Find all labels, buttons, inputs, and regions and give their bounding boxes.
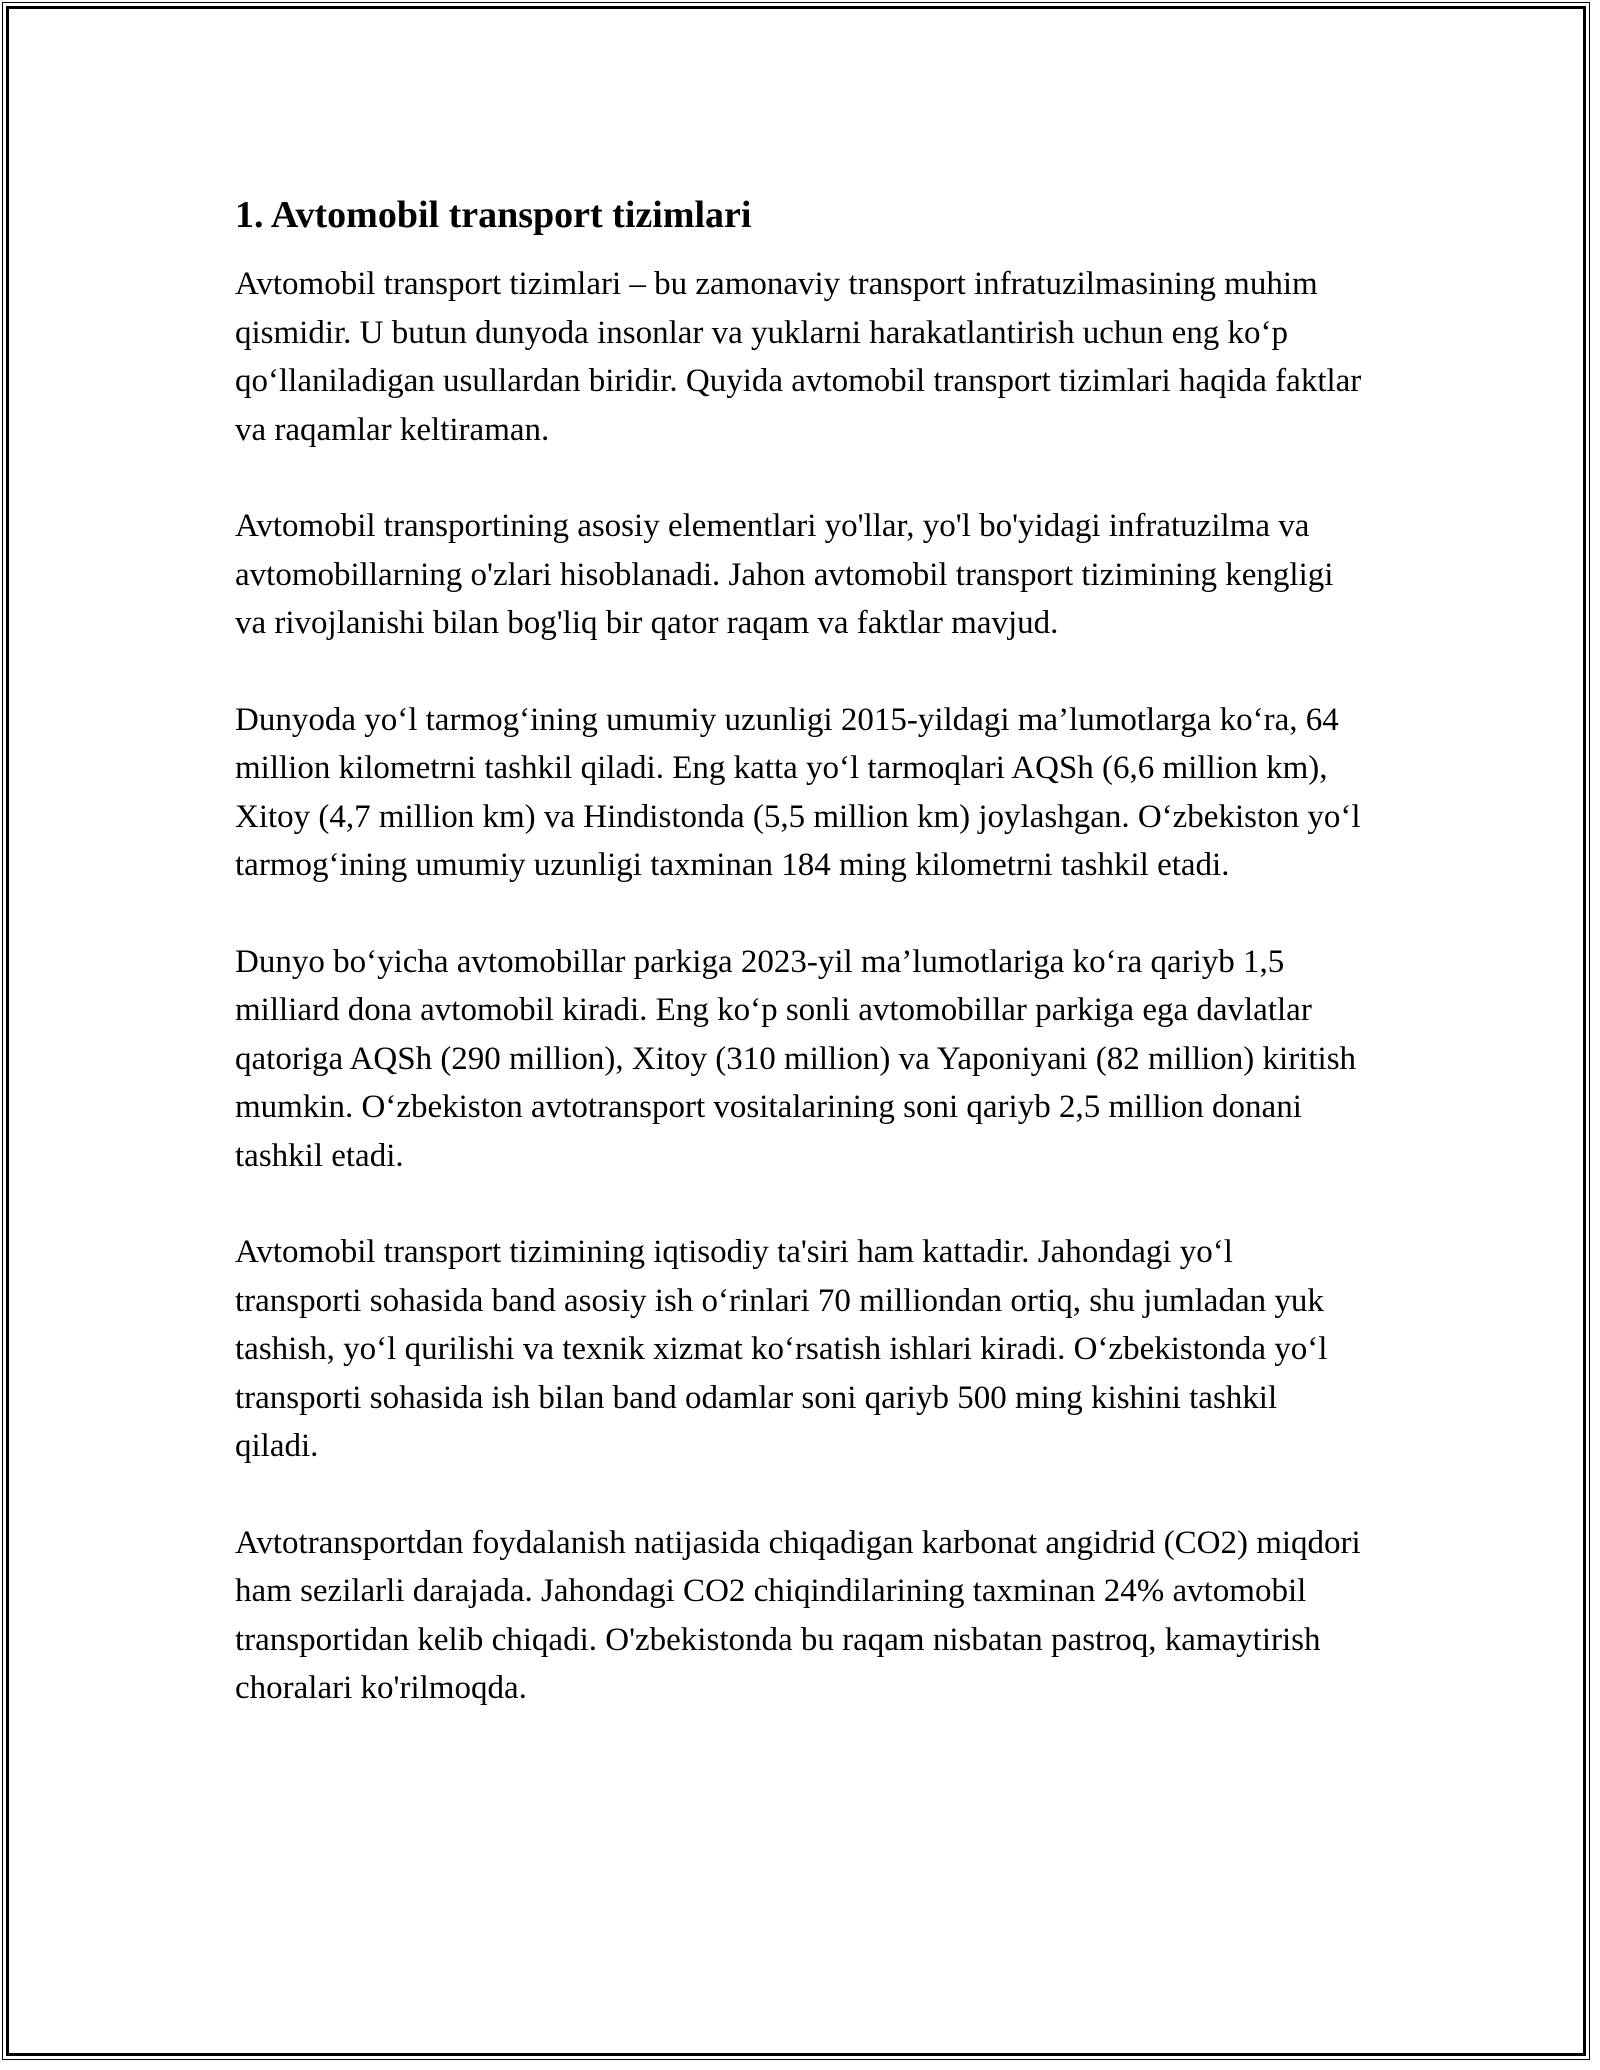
paragraph-intro: Avtomobil transport tizimlari – bu zamonaviy transport infratuzilmasining muhim qismidir. U butun dunyoda insonlar va yuklarni harakatlantirish uchun eng ko‘p qo‘llaniladigan usullardan biridir. Quyida avtomobil transport tizimlari haqida faktlar va raqamlar keltiraman. [235,266,1362,448]
paragraph-road-network: Dunyoda yo‘l tarmog‘ining umumiy uzunligi 2015-yildagi ma’lumotlarga ko‘ra, 64 million kilometrni tashkil qiladi. Eng katta yo‘l tarmoqlari AQSh (6,6 million km), Xitoy (4,7 million km) va Hindistonda (5,5 million km) joylashgan. O‘zbekiston yo‘l tarmog‘ining umumiy uzunligi taxminan 184 ming kilometrni tashkil etadi. [235,701,1361,883]
section-heading: 1. Avtomobil transport tizimlari [235,194,752,236]
paragraph-vehicle-fleet: Dunyo bo‘yicha avtomobillar parkiga 2023-yil ma’lumotlariga ko‘ra qariyb 1,5 milliard dona avtomobil kiradi. Eng ko‘p sonli avtomobillar parkiga ega davlatlar qatoriga AQSh (290 million), Xitoy (310 million) va Yaponiyani (82 million) kiritish mumkin. O‘zbekiston avtotransport vositalarining soni qariyb 2,5 million donani tashkil etadi. [235,943,1357,1174]
document-body [235,188,1365,1761]
paragraph-elements: Avtomobil transportining asosiy elementlari yo'llar, yo'l bo'yidagi infratuzilma va avtomobillarning o'zlari hisoblanadi. Jahon avtomobil transport tizimining kengligi va rivojlanishi bilan bog'liq bir qator raqam va faktlar mavjud. [235,508,1334,641]
paragraph-economic-impact: Avtomobil transport tizimining iqtisodiy ta'siri ham kattadir. Jahondagi yo‘l transporti sohasida band asosiy ish o‘rinlari 70 milliondan ortiq, shu jumladan yuk tashish, yo‘l qurilishi va texnik xizmat ko‘rsatish ishlari kiradi. O‘zbekistonda yo‘l transporti sohasida ish bilan band odamlar soni qariyb 500 ming kishini tashkil qiladi. [235,1234,1328,1464]
paragraph-co2-emissions: Avtotransportdan foydalanish natijasida chiqadigan karbonat angidrid (CO2) miqdori ham sezilarli darajada. Jahondagi CO2 chiqindilarining taxminan 24% avtomobil transportidan kelib chiqadi. O'zbekistonda bu raqam nisbatan pastroq, kamaytirish choralari ko'rilmoqda. [235,1524,1361,1706]
